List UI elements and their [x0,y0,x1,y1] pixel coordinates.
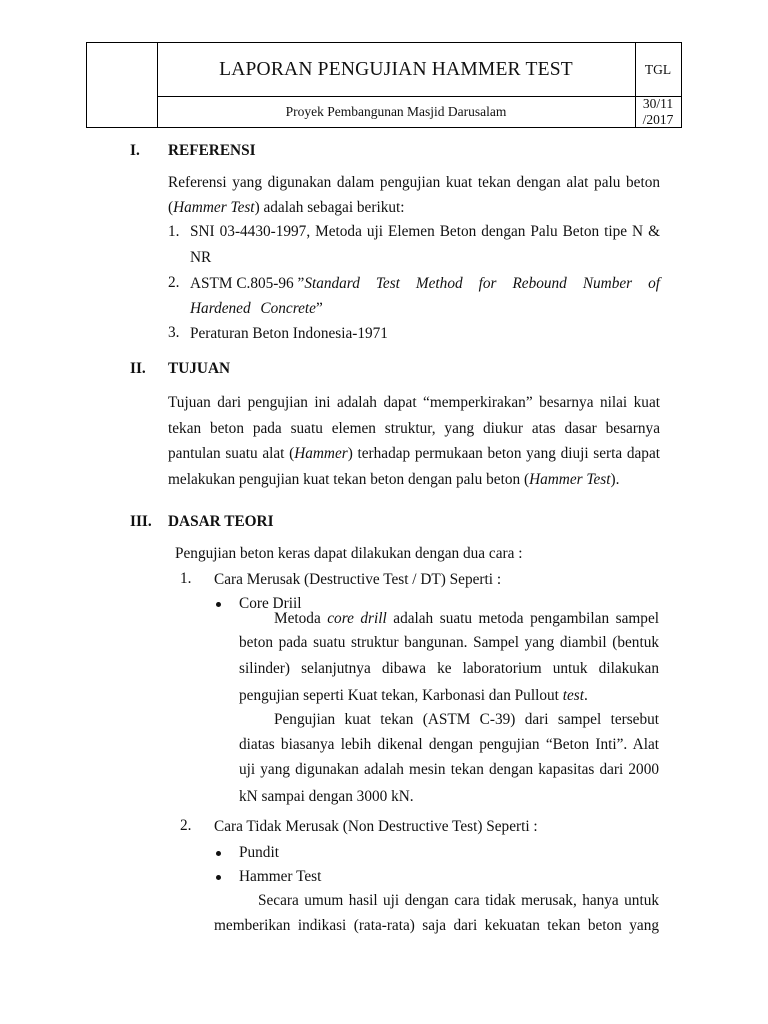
section-title: REFERENSI [168,142,256,159]
section-title: DASAR TEORI [168,513,274,530]
section-number: II. [130,360,146,377]
paragraph-line: Pengujian beton keras dapat dilakukan dengan dua cara : [175,545,523,562]
project-name: Proyek Pembangunan Masjid Darusalam [285,103,507,119]
paragraph-line: uji yang digunakan adalah mesin tekan dengan kapasitas dari 2000 [239,761,659,778]
paragraph-line: (Hammer Test) adalah sebagai berikut: [168,199,405,216]
list-item-continuation: NR [190,249,212,266]
section-number: III. [130,513,152,530]
list-item: Cara Merusak (Destructive Test / DT) Seperti : [214,571,502,588]
report-title: LAPORAN PENGUJIAN HAMMER TEST [219,58,573,80]
paragraph-line: diatas biasanya lebih dikenal dengan pengujian “Beton Inti”. Alat [239,736,659,753]
list-number: 3. [168,324,180,341]
paragraph-line: tekan beton pada suatu elemen struktur, yang diukur atas dasar besarnya [168,420,660,437]
date-line: 30/11 [642,95,674,111]
date-label: TGL [644,61,672,77]
bullet-item: Core Driil [239,595,302,612]
bullet-icon [216,851,221,856]
list-number: 1. [180,570,192,587]
bullet-item: Hammer Test [239,868,322,885]
report-date [635,96,681,127]
list-number: 2. [168,274,180,291]
paragraph-line: Referensi yang digunakan dalam pengujian kuat tekan dengan alat palu beton [168,174,660,191]
paragraph-line: pantulan suatu alat (Hammer) terhadap permukaan beton yang diuji serta dapat [168,445,660,462]
list-item-continuation: Hardened Concrete” [190,300,323,317]
paragraph-line: Metoda core drill adalah suatu metoda pengambilan sampel [274,610,659,627]
paragraph-line: melakukan pengujian kuat tekan beton dengan palu beton (Hammer Test). [168,471,620,488]
section-title: TUJUAN [168,360,231,377]
list-item: Peraturan Beton Indonesia-1971 [190,325,388,342]
list-item: Cara Tidak Merusak (Non Destructive Test) Seperti : [214,818,538,835]
list-item: ASTM C.805-96 ” Standard Test Method for Rebound Number of [190,275,660,292]
paragraph-line: pengujian seperti Kuat tekan, Karbonasi dan Pullout test. [239,687,588,704]
date-line: /2017 [642,111,674,127]
section-number: I. [130,142,140,159]
paragraph-line: silinder) selanjutnya dibawa ke laboratorium untuk dilakukan [239,660,659,677]
bullet-icon [216,875,221,880]
report-header-table [86,42,682,128]
paragraph-line: Secara umum hasil uji dengan cara tidak merusak, hanya untuk [258,892,659,909]
list-item: SNI 03-4430-1997, Metoda uji Elemen Beton dengan Palu Beton tipe N & [190,223,660,240]
bullet-item: Pundit [239,844,279,861]
list-number: 2. [180,817,192,834]
list-number: 1. [168,223,180,240]
paragraph-line: beton pada suatu struktur bangunan. Sampel yang diambil (bentuk [239,634,659,651]
paragraph-line: Pengujian kuat tekan (ASTM C-39) dari sampel tersebut [274,711,659,728]
paragraph-line: Tujuan dari pengujian ini adalah dapat “memperkirakan” besarnya nilai kuat [168,394,660,411]
paragraph-line: memberikan indikasi (rata-rata) saja dari kekuatan tekan beton yang [214,917,659,934]
paragraph-line: kN sampai dengan 3000 kN. [239,788,414,805]
bullet-icon [216,602,221,607]
